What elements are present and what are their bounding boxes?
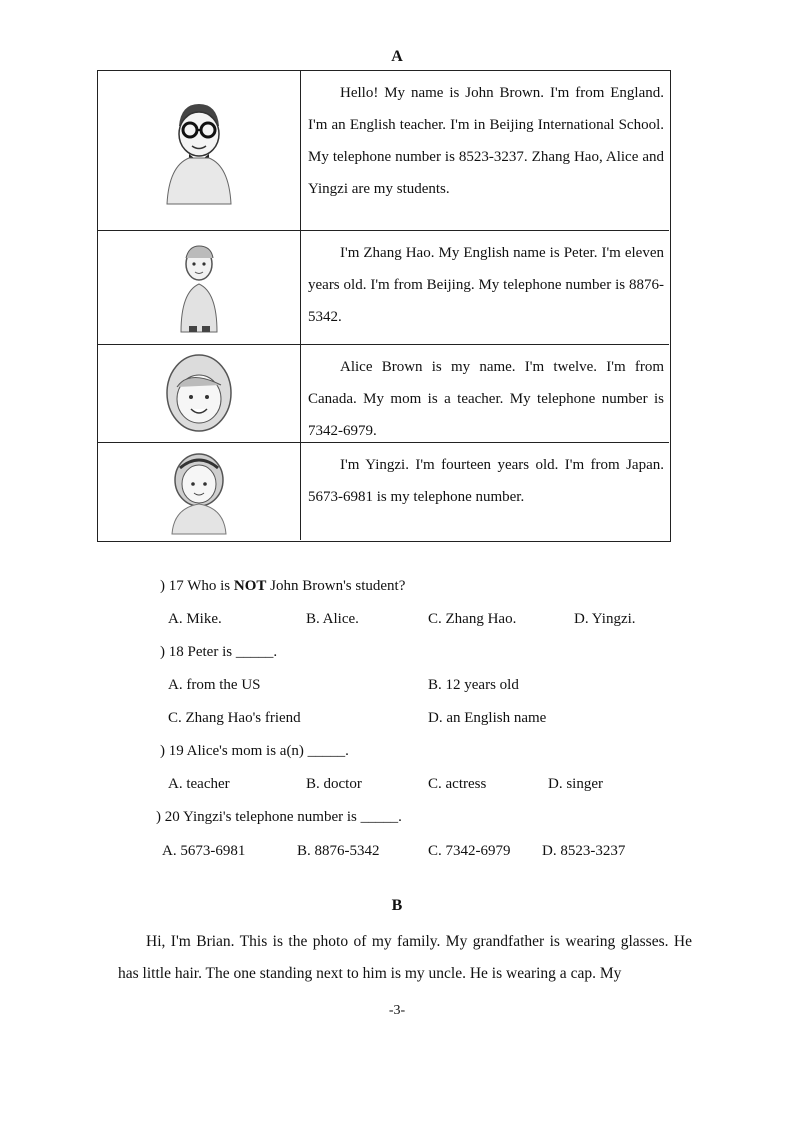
q20-option-a: A. 5673-6981	[162, 843, 246, 859]
q19-option-b: B. doctor	[306, 776, 362, 792]
page-number: -3-	[388, 1003, 406, 1018]
question-20-stem: ) 20 Yingzi's telephone number is _____.	[156, 809, 402, 825]
profile-text: Alice Brown is my name. I'm twelve. I'm from Canada. My mom is a teacher. My telephone number is 7342-6979.	[308, 359, 664, 439]
section-a-title: A	[391, 48, 403, 65]
portrait-cell	[98, 231, 301, 344]
q18-option-c: C. Zhang Hao's friend	[168, 710, 301, 726]
q18-option-d: D. an English name	[428, 710, 547, 726]
portrait-cell	[98, 345, 301, 442]
table-row	[98, 231, 669, 345]
table-row	[98, 71, 669, 231]
profile-text: Hello! My name is John Brown. I'm from England. I'm an English teacher. I'm in Beijing International School. My telephone number is 8523-3237. Zhang Hao, Alice and Yingzi are my students.	[308, 85, 664, 197]
q19-option-d: D. singer	[548, 776, 603, 792]
profile-text: I'm Yingzi. I'm fourteen years old. I'm from Japan. 5673-6981 is my telephone number.	[308, 457, 664, 505]
q17-option-d: D. Yingzi.	[574, 611, 636, 627]
q17-option-a: A. Mike.	[168, 611, 222, 627]
section-b-title: B	[391, 897, 403, 914]
q18-option-a: A. from the US	[168, 677, 261, 693]
q18-option-b: B. 12 years old	[428, 677, 519, 693]
q19-option-a: A. teacher	[168, 776, 230, 792]
profile-table	[97, 70, 671, 542]
q17-option-c: C. Zhang Hao.	[428, 611, 517, 627]
q20-option-d: D. 8523-3237	[542, 843, 626, 859]
q20-option-c: C. 7342-6979	[428, 843, 511, 859]
question-17-stem: ) 17 Who is NOT John Brown's student?	[160, 578, 406, 594]
portrait-cell	[98, 443, 301, 540]
man-with-glasses-icon	[159, 96, 239, 206]
q19-option-c: C. actress	[428, 776, 487, 792]
smiling-girl-icon	[159, 351, 239, 437]
profile-text: I'm Zhang Hao. My English name is Peter. I'm eleven years old. I'm from Beijing. My telephone number is 8876-5342.	[308, 245, 664, 325]
boy-icon	[169, 240, 229, 336]
q20-option-b: B. 8876-5342	[297, 843, 380, 859]
portrait-cell	[98, 71, 301, 230]
question-18-stem: ) 18 Peter is _____.	[160, 644, 278, 660]
q17-option-b: B. Alice.	[306, 611, 359, 627]
table-row	[98, 345, 669, 443]
girl-with-headband-icon	[164, 448, 234, 536]
table-row	[98, 443, 669, 540]
section-b-paragraph: Hi, I'm Brian. This is the photo of my family. My grandfather is wearing glasses. He has little hair. The one standing next to him is my uncle. He is wearing a cap. My	[118, 933, 692, 982]
question-19-stem: ) 19 Alice's mom is a(n) _____.	[160, 743, 349, 759]
